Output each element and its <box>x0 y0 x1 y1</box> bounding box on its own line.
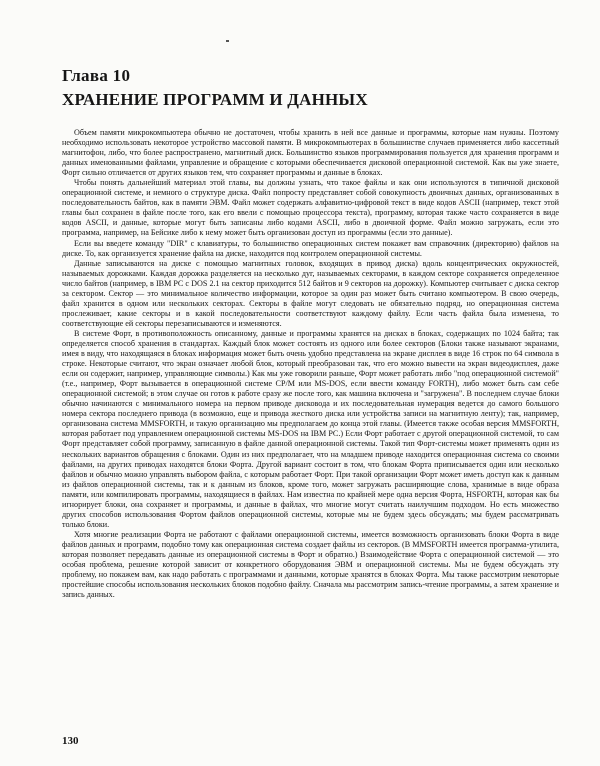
body-text <box>62 128 559 600</box>
paragraph-4: Данные записываются на диске с помощью магнитных головок, входящих в привод диска) вдоль концентрических окружностей, называемых дорожками. Каждая дорожка разделяется на несколько дуг, называемых секторами, в каждом секторе сохраняется определенное число байтов (например, в IBM PC с DOS 2.1 на сектор приходится 512 байтов и 9 секторов на дорожку). Компьютер считывает с диска сектор за сектором. Сектор — это минимальное количество информации, которое за один раз может быть считано компьютером. В свою очередь, файл хранится в одном или нескольких секторах. Секторы в файле могут следовать не обязательно подряд, но операционная система прослеживает, какие секторы и в какой последовательности соответствуют каждому файлу. Если часть файла была изменена, то соответствующие ей секторы перезаписываются и изменяются. <box>62 258 559 328</box>
paragraph-6: Хотя многие реализации Форта не работают с файлами операционной системы, имеется возможность организовать блоки Форта в виде файлов данных и программ, подобно тому как операционная система создает файлы из секторов. (В MMSFORTH имеется программа-утилита, которая позволяет передавать данные из операционной системы в Форт и обратно.) Взаимодействие Форта с операционной системой — это особая проблема, решение которой зависит от конкретного оборудования ЭВМ и операционной системы. Мы не будем обсуждать эту проблему, но покажем вам, как надо работать с программами и данными, которые хранятся в блоках Форта. Мы также рассмотрим некоторые простейшие способы использования нескольких блоков подобно файлу. Сначала мы рассмотрим запись-чтение программы, а затем хранение и запись данных. <box>62 529 559 600</box>
chapter-number: Глава 10 <box>62 66 131 85</box>
paragraph-3: Если вы введете команду "DIR" с клавиатуры, то большинство операционных систем покажет вам справочник (директорию) файлов на диске. То, как организуется хранение файла на диске, находится под контролем операционной системы. <box>62 238 559 258</box>
page-number: 130 <box>62 735 79 747</box>
scan-mark <box>226 40 229 42</box>
paragraph-5: В системе Форт, в противоположность описанному, данные и программы хранятся на дисках в блоках, содержащих по 1024 байта; так определяется способ хранения в стандартах. Каждый блок может состоять из одного или более секторов (Блоки также называют экранами, имея в виду, что находящаяся в блоках информация может быть очень удобно представлена на экране дисплея в виде 16 строк по 64 символа в строке. Некоторые считают, что экран означает любой блок, который преобразован так, что его можно вывести на экран видеодисплея, даже если он содержит, например, управляющие символы.) Как мы уже говорили раньше, Форт может работать либо "под операционной системой" (т.е., например, Форт вызывается в операционной системе CP/M или MS-DOS, если ввести команду FORTH), либо может быть сам себе операционной системой; в этом случае он готов к работе сразу же после того, как машина включена и "загружена". В последнем случае блоки обычно начинаются с минимального номера на первом приводе дисковода и их последовательная нумерация ведется до самого большого номера сектора последнего привода (в возможно, еще и привода жесткого диска или устройства записи на магнитную ленту); так, например, организована система MMSFORTH, и такую организацию мы предполагаем до конца этой главы. (Имеется также особая версия MMSFORTH, которая работает под управлением операционной системы MS-DOS на IBM PC.) Если Форт работает с другой операционной системой, то сам Форт представляет собой программу, записанную в файле данной операционной системы. Такой тип Форт-системы может применять один из нескольких вариантов обращения с блоками. Один из них предполагает, что на младшем приводе находится операционная система со своими файлами, на других приводах находятся блоки Форта. Другой вариант состоит в том, что блокам Форта приписывается один или несколько файлов и обычно можно управлять выбором файла, с которым работает Форт. При такой организации Форт может иметь доступ как к данным из файлов операционной системы, так и к данным из блоков, кроме того, может загружать расширяющие слова, хранимые в виде образа памяти, или компилировать программы, находящиеся в файлах. Нам известна по крайней мере одна версия Форта, HSFORTH, которая как бы игнорирует блоки, она сохраняет и программы, и данные в файлах, что многие могут считать наилучшим подходом. Но есть множество других способов использования Фортом файлов операционной системы, которые мы не будем здесь обсуждать; мы будем рассматривать только блоки. <box>62 328 559 529</box>
chapter-title: ХРАНЕНИЕ ПРОГРАММ И ДАННЫХ <box>62 90 368 109</box>
paragraph-2: Чтобы понять дальнейший материал этой главы, вы должны узнать, что такое файлы и как они используются в типичной дисковой операционной системе, и немного о структуре диска. Файл попросту представляет собой совокупность двоичных данных, организованных в последовательность байтов, как в памяти ЭВМ. Файл может содержать алфавитно-цифровой текст в виде кодов ASCII (например, текст этой главы был сохранен в файле после того, как его ввели с помощью процессора текста), программу, которая также часто сохраняется в виде кодов ASCII, и данные, которые могут быть записаны либо кодами ASCII, либо в двоичной форме. Файл можно загружать, если это программа, например, на Бейсике либо к нему может быть организован доступ из программы (если это данные). <box>62 178 559 238</box>
paragraph-1: Объем памяти микрокомпьютера обычно не достаточен, чтобы хранить в ней все данные и программы, которые нам нужны. Поэтому необходимо использовать некоторое устройство массовой памяти. В микрокомпьютерах в большинстве случаев применяется либо кассетный магнитофон, либо, что более распространено, магнитный диск. Большинство языков программирования пользуется для хранения программ и данных именованными файлами, управление и обращение с которыми обеспечивается дисковой операционной системой. Как вы уже знаете, Форт сильно отличается от других языков тем, что сохраняет программы и данные в блоках. <box>62 128 559 178</box>
